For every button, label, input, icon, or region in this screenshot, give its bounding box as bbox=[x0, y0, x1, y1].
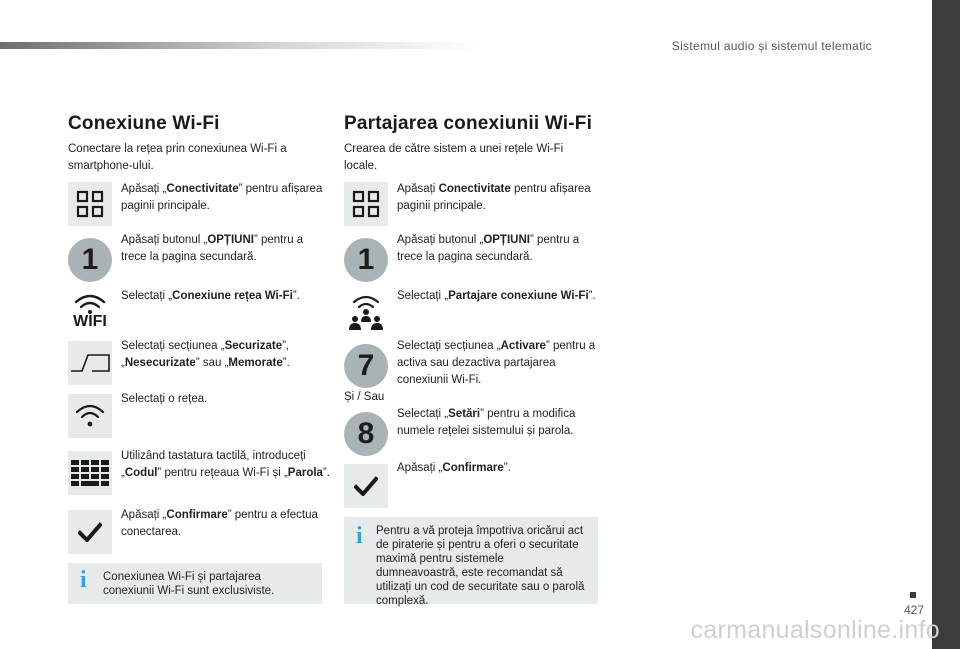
step-text: Selectați „Partajare conexiune Wi-Fi”. bbox=[397, 290, 596, 302]
step-text: Apăsați „Confirmare” pentru a efectua conectarea. bbox=[121, 509, 318, 538]
section-intro-wifi-sharing: Crearea de către sistem a unei rețele Wi-Fi locale. bbox=[344, 143, 564, 172]
step-badge: 1 bbox=[68, 238, 112, 282]
chapter-sidebar-tab bbox=[932, 0, 960, 649]
info-icon: i bbox=[356, 523, 363, 549]
grid-apps-icon bbox=[344, 182, 388, 226]
or-label: Și / Sau bbox=[344, 391, 385, 403]
section-intro-wifi-connection: Conectare la rețea prin conexiunea Wi-Fi a smartphone-ului. bbox=[68, 143, 287, 172]
info-icon: i bbox=[80, 567, 87, 593]
wifi-share-icon bbox=[344, 290, 388, 334]
step-text: Apăsați „Conectivitate” pentru afișarea paginii principale. bbox=[121, 183, 323, 212]
checkmark-icon bbox=[344, 464, 388, 508]
step-badge: 8 bbox=[344, 412, 388, 456]
step-badge: 1 bbox=[344, 238, 388, 282]
step-text: Apăsați „Confirmare”. bbox=[397, 462, 511, 474]
info-box bbox=[68, 563, 322, 604]
keyboard-icon bbox=[68, 451, 112, 495]
wifi-icon-label: WIFI bbox=[73, 313, 107, 330]
step-text: Apăsați butonul „OPȚIUNI” pentru a trece la pagina secundară. bbox=[397, 234, 580, 263]
header-gradient-bar bbox=[0, 42, 480, 49]
section-title-wifi-sharing: Partajarea conexiunii Wi-Fi bbox=[344, 113, 593, 134]
section-title-wifi-connection: Conexiune Wi-Fi bbox=[68, 113, 220, 134]
step-text: Selectați „Conexiune rețea Wi-Fi”. bbox=[121, 290, 300, 302]
step-text: Selectați „Setări” pentru a modifica numele rețelei sistemului și parola. bbox=[397, 408, 576, 437]
wifi-icon bbox=[68, 290, 112, 334]
watermark: carmanualsonline.info bbox=[690, 616, 940, 644]
page-number: 427 bbox=[903, 603, 924, 617]
step-text: Selectați secțiunea „Activare” pentru a activa sau dezactiva partajarea conexiunii Wi-Fi. bbox=[397, 340, 596, 386]
wifi-signal-icon bbox=[68, 394, 112, 438]
info-box bbox=[344, 517, 598, 607]
info-text: Conexiunea Wi-Fi și partajarea conexiunii Wi-Fi sunt exclusiviste. bbox=[103, 571, 275, 597]
header-title: Sistemul audio și sistemul telematic bbox=[671, 39, 872, 53]
step-text: Utilizând tastatura tactilă, introduceți „Codul” pentru rețeaua Wi-Fi și „Parola”. bbox=[121, 450, 330, 479]
checkmark-icon bbox=[68, 510, 112, 554]
step-text: Apăsați butonul „OPȚIUNI” pentru a trece la pagina secundară. bbox=[121, 234, 304, 263]
step-text: Apăsați Conectivitate pentru afișarea paginii principale. bbox=[397, 183, 591, 212]
security-tab-icon bbox=[68, 341, 112, 385]
step-text: Selectați secțiunea „Securizate”, „Nesecurizate” sau „Memorate”. bbox=[121, 340, 290, 369]
step-badge: 7 bbox=[344, 344, 388, 388]
grid-apps-icon bbox=[68, 182, 112, 226]
page-corner-mark bbox=[910, 592, 916, 598]
step-text: Selectați o rețea. bbox=[121, 393, 208, 405]
info-text: Pentru a vă proteja împotriva oricărui act de piraterie și pentru a oferi o securitate maximă pentru sistemele dumneavoastră, este recomandat să utilizați un cod de securitate sau o parolă complexă. bbox=[376, 525, 585, 607]
